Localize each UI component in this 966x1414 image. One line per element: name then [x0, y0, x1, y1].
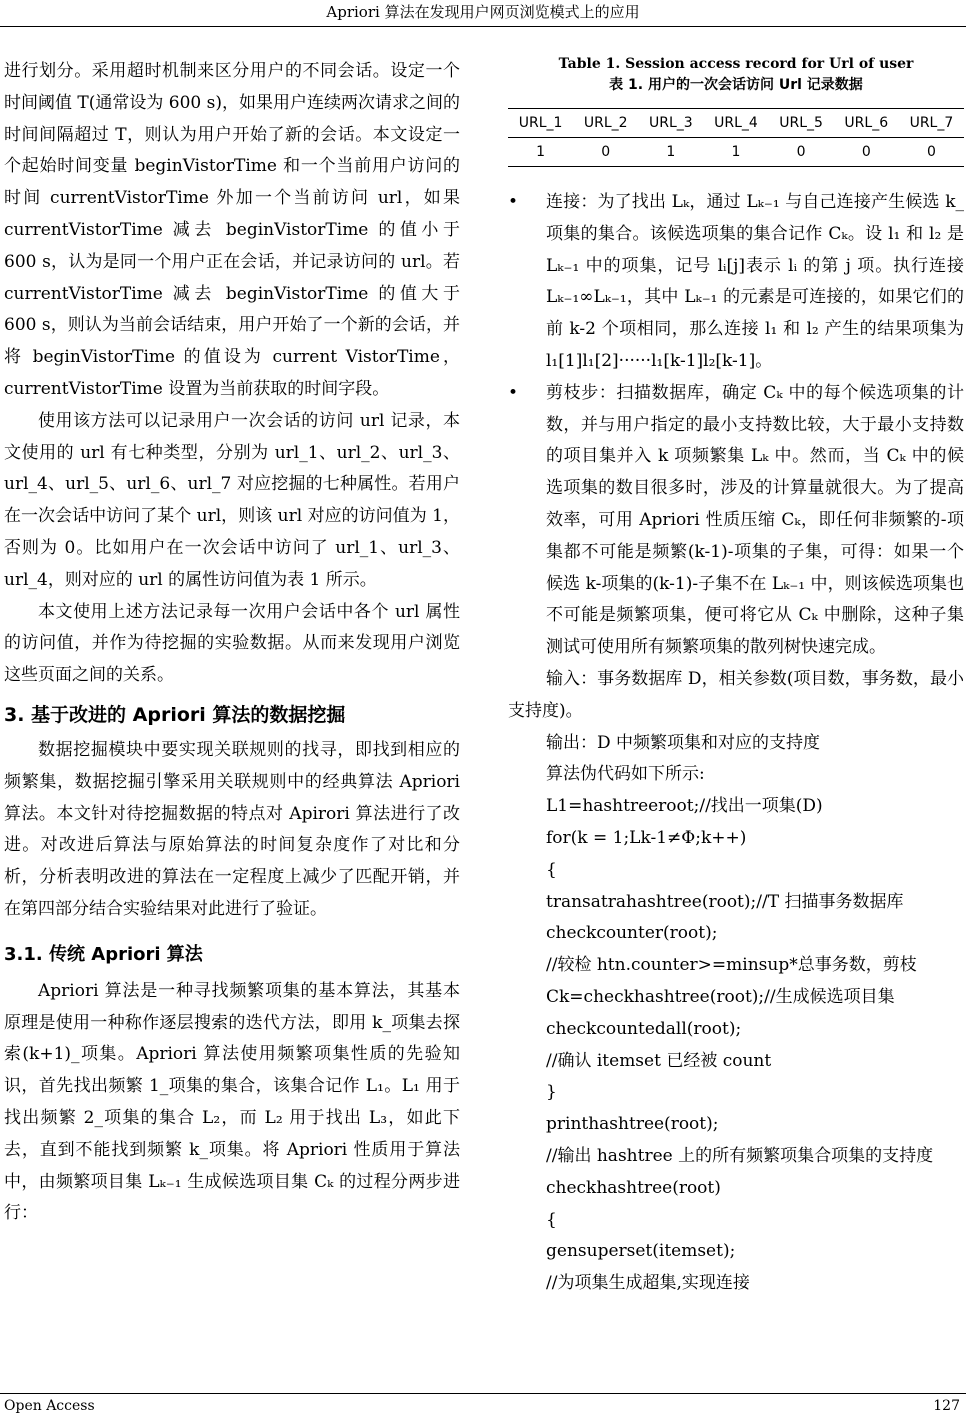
code-line: //输出 hashtree 上的所有频繁项集合项集的支持度 — [546, 1145, 934, 1166]
code-line: { — [546, 1209, 557, 1230]
code-line: } — [546, 1082, 557, 1103]
table-header-cell: URL_5 — [779, 115, 823, 131]
bullet-icon: • — [508, 382, 519, 403]
table-cell: 1 — [666, 144, 676, 160]
code-line: checkhashtree(root) — [546, 1177, 721, 1198]
bullet-join-step — [508, 187, 964, 378]
section-3-heading: 3. 基于改进的 Apriori 算法的数据挖掘 — [4, 703, 346, 726]
footer-open-access: Open Access — [4, 1398, 95, 1414]
table-cell: 1 — [536, 144, 546, 160]
table-header-cell: URL_4 — [714, 115, 758, 131]
code-line: L1=hashtreeroot;//找出一项集(D) — [546, 796, 823, 817]
page-header: Apriori 算法在发现用户网页浏览模式上的应用 — [326, 3, 640, 21]
header-rule — [0, 26, 966, 27]
paragraph-session-division: 进行划分。采用超时机制来区分用户的不同会话。设定一个时间阈值 T(通常设为 600 s)，如果用户连续两次请求之间的时间间隔超过 T，则认为用户开始了新的会话。本文设定一个起始时间变量 beginVistorTime 和一个当前用户访问的时间 currentVistorTime 外加一个当前访问 url，如果 currentVistorTime 减去 beginVistorTime 的值小于 600 s，认为是同一个用户正在会话，并记录访问的 url。若 currentVistorTime 减去 beginVistorTime 的值大于 600 s，则认为当前会话结束，用户开始了一个新的会话，并将 beginVistorTime 的值设为 current VistorTime，currentVistorTime 设置为当前获取的时间字段。 — [4, 61, 460, 399]
left-column — [4, 56, 460, 1230]
table-header-cell: URL_1 — [518, 115, 563, 131]
paragraph-url-record: 使用该方法可以记录用户一次会话的访问 url 记录，本文使用的 url 有七种类型，分别为 url_1、url_2、url_3、url_4、url_5、url_6、url_7 对应挖掘的七种属性。若用户在一次会话中访问了某个 url，则该 url 对应的访问值为 1，否则为 0。比如用户在一次会话中访问了 url_1、url_3、url_4，则对应的 url 的属性访问值为表 1 所示。 — [4, 410, 460, 590]
right-column — [508, 56, 964, 1300]
table-header-cell: URL_6 — [844, 115, 889, 131]
table-row — [508, 138, 964, 167]
paragraph-apriori-basics: Apriori 算法是一种寻找频繁项集的基本算法，其基本原理是使用一种称作逐层搜索的迭代方法，即用 k_项集去探索(k+1)_项集。Apriori 算法使用频繁项集性质的先验知识，首先找出频繁 1_项集的集合，该集合记作 L₁。L₁ 用于找出频繁 2_项集的集合 L₂，而 L₂ 用于找出 L₃，如此下去，直到不能找到频繁 k_项集。将 Apriori 性质用于算法中，由频繁项目集 Lₖ₋₁ 生成候选项目集 Cₖ 的过程分两步进行： — [4, 980, 460, 1224]
table-header-cell: URL_7 — [909, 115, 954, 131]
code-line: //较检 htn.counter>=minsup*总事务数，剪枝 — [546, 955, 917, 976]
code-line: gensuperset(itemset); — [546, 1241, 736, 1262]
table-cell: 0 — [601, 144, 611, 160]
pseudocode-block — [508, 791, 964, 1300]
code-line: checkcountedall(root); — [546, 1018, 742, 1039]
code-line: Ck=checkhashtree(root);//生成候选项目集 — [546, 986, 895, 1007]
table-cell: 0 — [861, 144, 871, 160]
table-cell: 0 — [796, 144, 806, 160]
table-cell: 1 — [731, 144, 741, 160]
paragraph-data-mining: 数据挖掘模块中要实现关联规则的找寻，即找到相应的频繁集，数据挖掘引擎采用关联规则中的经典算法 Apriori 算法。本文针对待挖掘数据的特点对 Apirori 算法进行了改进。对改进后算法与原始算法的时间复杂度作了对比和分析，分析表明改进的算法在一定程度上减少了匹配开销，并在第四部分结合实验结果对此进行了验证。 — [4, 739, 460, 919]
paragraph-experiment-data: 本文使用上述方法记录每一次用户会话中各个 url 属性的访问值，并作为待挖掘的实验数据。从而来发现用户浏览这些页面之间的关系。 — [4, 601, 460, 686]
code-line: //为项集生成超集,实现连接 — [546, 1273, 750, 1294]
code-line: { — [546, 859, 557, 880]
section-3-1-heading: 3.1. 传统 Apriori 算法 — [4, 943, 203, 965]
code-line: //确认 itemset 已经被 count — [546, 1050, 772, 1071]
table-caption-chinese: 表 1. 用户的一次会话访问 Url 记录数据 — [609, 77, 863, 93]
footer-rule — [0, 1393, 966, 1394]
bullet-prune-text: 剪枝步：扫描数据库，确定 Cₖ 中的每个候选项集的计数，并与用户指定的最小支持数比较，大于最小支持数的项目集并入 k 项频繁集 Lₖ 中。然而，当 Cₖ 中的候选项集的数目很多时，涉及的计算量就很大。为了提高效率，可用 Apriori 性质压缩 Cₖ，即任何非频繁的-项集都不可能是频繁(k-1)-项集的子集，可得：如果一个候选 k-项集的(k-1)-子集不在 Lₖ₋₁ 中，则该候选项集也不可能是频繁项集，便可将它从 Cₖ 中删除，这种子集测试可使用所有频繁项集的散列树快速完成。 — [546, 382, 964, 658]
code-line: transatrahashtree(root);//T 扫描事务数据库 — [546, 891, 904, 912]
code-line: checkcounter(root); — [546, 923, 718, 944]
table-cell: 0 — [926, 144, 936, 160]
bullet-prune-step — [508, 378, 964, 664]
code-line: printhashtree(root); — [546, 1114, 719, 1135]
bullet-icon: • — [508, 192, 519, 212]
code-line: for(k = 1;Lk-1≠Φ;k++) — [546, 827, 747, 848]
session-table — [508, 108, 964, 167]
bullet-join-text: 连接：为了找出 Lₖ，通过 Lₖ₋₁ 与自己连接产生候选 k_项集的集合。该候选项集的集合记作 Cₖ。设 l₁ 和 l₂ 是 Lₖ₋₁ 中的项集，记号 lᵢ[j]表示 lᵢ 的第 j 项。执行连接 Lₖ₋₁∞Lₖ₋₁，其中 Lₖ₋₁ 的元素是可连接的，如果它们的前 k-2 个项相同，那么连接 l₁ 和 l₂ 产生的结果项集为 l₁[1]l₁[2]······l₁[k-1]l₂[k-1]。 — [546, 192, 964, 371]
table-caption-english: Table 1. Session access record for Url of user — [558, 56, 914, 72]
algorithm-input: 输入：事务数据库 D，相关参数(项目数，事务数，最小支持度)。 — [508, 668, 964, 721]
table-header-cell: URL_2 — [583, 115, 628, 131]
page-number: 127 — [933, 1398, 960, 1414]
algorithm-output: 输出：D 中频繁项集和对应的支持度 — [546, 732, 821, 753]
table-header-row — [508, 109, 964, 138]
pseudocode-intro: 算法伪代码如下所示: — [546, 764, 705, 785]
table-header-cell: URL_3 — [649, 115, 693, 131]
